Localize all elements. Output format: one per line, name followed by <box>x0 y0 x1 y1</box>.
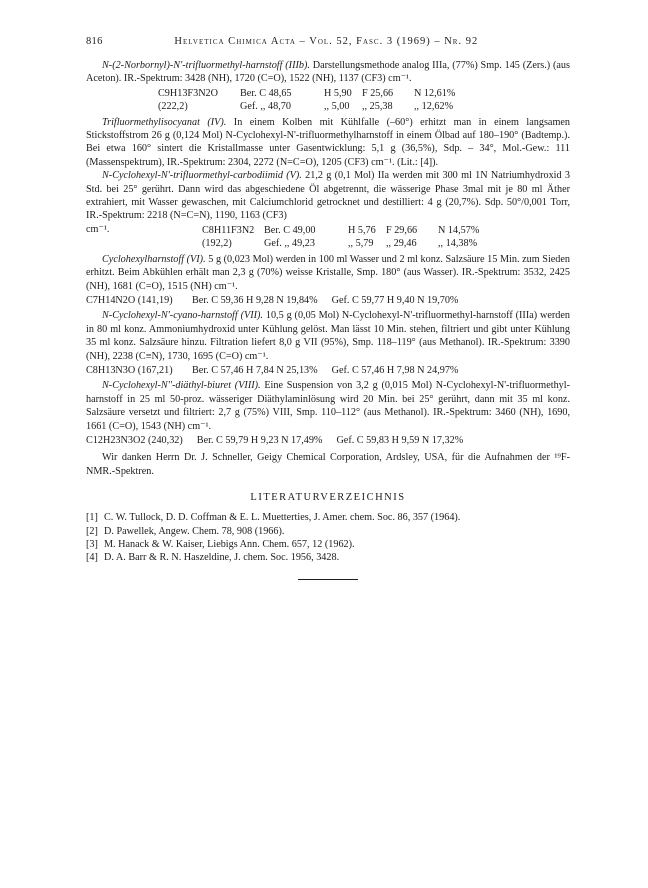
reference-number: [4] <box>86 552 98 564</box>
unit-text: cm⁻¹. <box>86 223 110 235</box>
elemental-analysis <box>86 434 570 447</box>
reference-text: D. Pawellek, Angew. Chem. 78, 908 (1966). <box>104 525 285 537</box>
compound-title: Trifluormethylisocyanat (IV). <box>102 116 227 128</box>
paragraph-text: Darstellungsmethode analog IIIa, (77%) Smp. 145 (Zers.) (aus Aceton). IR.-Spektrum: 3428 (NH), 1720 (C=O), 1522 (NH), 1137 (CF3) cm⁻¹. <box>86 60 570 85</box>
gef-f: ,, 29,46 <box>386 238 417 250</box>
gef-values: Gef. C 59,83 H 9,59 N 17,32% <box>336 434 464 446</box>
running-header <box>86 36 570 47</box>
ber-values: Ber. C 59,79 H 9,23 N 17,49% <box>196 434 323 446</box>
elemental-analysis <box>158 87 570 114</box>
ber-n: N 14,57% <box>438 224 480 236</box>
acknowledgement: Wir danken Herrn Dr. J. Schneller, Geigy Chemical Corporation, Ardsley, USA, für die Aufnahmen der ¹⁹F-NMR.-Spektren. <box>86 452 570 477</box>
ber-f: F 29,66 <box>386 224 418 236</box>
gef-n: ,, 14,38% <box>438 238 478 250</box>
gef-f: ,, 25,38 <box>362 101 393 113</box>
reference-number: [2] <box>86 525 98 537</box>
paragraph-iiib <box>86 59 570 86</box>
formula: C7H14N2O (141,19) <box>86 294 173 306</box>
reference-item <box>86 538 570 551</box>
gef-values: Gef. C 57,46 H 7,98 N 24,97% <box>331 364 459 376</box>
paragraph-text: 10,5 g (0,05 Mol) N-Cyclohexyl-N'-trifluormethyl-harnstoff (IIIa) werden in 80 ml konz. Ammoniumhydroxid unter Kühlung gelöst. Man lässt 10 Min. stehen, filtriert und gibt unter Kühlung 35 ml konz. Salzsäure hinzu. Filtration liefert 8,0 g VII (95%), Smp. 118–119° (aus Methanol). IR.-Spektrum: 3390 (NH), 2238 (C≡N), 1730, 1695 (C=O) cm⁻¹. <box>86 310 570 362</box>
reference-item <box>86 511 570 524</box>
compound-title: N-Cyclohexyl-N'-trifluormethyl-carbodiimid (V). <box>102 170 302 182</box>
ber-c: Ber. C 49,00 <box>264 224 316 236</box>
reference-text: C. W. Tullock, D. D. Coffman & E. L. Muetterties, J. Amer. chem. Soc. 86, 357 (1964). <box>104 512 461 524</box>
paragraph-text: Eine Suspension von 3,2 g (0,015 Mol) N-Cyclohexyl-N'-trifluormethyl-harnstoff in 25 ml 50-proz. wässeriger Diäthylaminlösung wird 20 Min. bei 25° gerührt, dann mit 35 ml konz. Salzsäure versetzt und filtriert: 2,7 g (75%) VIII, Smp. 110–112° (aus Methanol). IR.-Spektrum: 3460 (NH), 1690, 1661 (C=O), 1543 (NH) cm⁻¹. <box>86 380 570 432</box>
end-rule <box>298 579 358 580</box>
gef-h: ,, 5,79 <box>348 238 374 250</box>
references-list <box>86 511 570 565</box>
gef-n: ,, 12,62% <box>414 101 454 113</box>
ber-values: Ber. C 57,46 H 7,84 N 25,13% <box>192 364 318 376</box>
reference-number: [3] <box>86 539 98 550</box>
compound-title: N-Cyclohexyl-N''-diäthyl-biuret (VIII). <box>102 380 261 392</box>
references-heading: LITERATURVERZEICHNIS <box>250 492 406 504</box>
ber-h: H 5,90 <box>324 87 352 99</box>
ber-h: H 5,76 <box>348 224 376 236</box>
ber-c: Ber. C 48,65 <box>240 87 292 99</box>
ber-n: N 12,61% <box>414 87 456 99</box>
molweight: (192,2) <box>202 238 232 250</box>
compound-title: Cyclohexylharnstoff (VI). <box>102 253 206 265</box>
gef-c: Gef. ,, 49,23 <box>264 238 315 250</box>
compound-title: N-Cyclohexyl-N'-cyano-harnstoff (VII). <box>102 310 263 322</box>
reference-item <box>86 551 570 564</box>
gef-c: Gef. ,, 48,70 <box>240 101 291 113</box>
formula: C8H11F3N2 <box>202 224 255 236</box>
reference-number: [1] <box>86 512 98 524</box>
gef-h: ,, 5,00 <box>324 101 350 113</box>
document-page <box>86 36 570 580</box>
paragraph-text: In einem Kolben mit Kühlfalle (–60°) erhitzt man in einem langsamen Stickstoffstrom 26 g (0,124 Mol) N-Cyclohexyl-N'-trifluormethylharnstoff in einem Ölbad auf 180–190° (Badtemp.). Bei etwa 160° sintert die Kristallmasse unter Gasentwicklung: 5,1 g (36,5%), Sdp. – 34°, Mol.-Gew.: 111 (Massenspektrum), IR.-Spektrum: 2304, 2272 (N=C=O), 1205 (CF3) cm⁻¹. (Lit.: [4]). <box>86 116 570 168</box>
elemental-analysis <box>86 364 570 377</box>
paragraph-vi <box>86 253 570 293</box>
ber-values: Ber. C 59,36 H 9,28 N 19,84% <box>192 294 318 306</box>
paragraph-text: 5 g (0,023 Mol) werden in 100 ml Wasser und 2 ml konz. Salzsäure 15 Min. zum Sieden erhitzt. Beim Abkühlen erhält man 2,3 g (70%) weisse Kristalle, Smp. 180° (aus Wasser). IR.-Spektrum: 3532, 2425 (NH), 1681 (C=O), 1515 (NH) cm⁻¹. <box>86 253 571 292</box>
paragraph-iv <box>86 116 570 170</box>
paragraph-viii <box>86 379 570 433</box>
paragraph-v <box>86 169 570 223</box>
molweight: (222,2) <box>158 101 188 113</box>
reference-item <box>86 525 570 538</box>
paragraph-vii <box>86 309 570 363</box>
formula: C12H23N3O2 (240,32) <box>86 434 183 446</box>
formula: C9H13F3N2O <box>158 87 219 99</box>
journal-citation: Helvetica Chimica Acta – Vol. 52, Fasc. 3 (1969) – Nr. 92 <box>174 36 479 47</box>
reference-text: M. Hanack & W. Kaiser, Liebigs Ann. Chem. 657, 12 (1962). <box>104 539 355 550</box>
ber-f: F 25,66 <box>362 87 394 99</box>
elemental-analysis <box>86 294 570 307</box>
reference-text: D. A. Barr & R. N. Haszeldine, J. chem. Soc. 1956, 3428. <box>104 552 340 564</box>
elemental-analysis <box>86 223 570 253</box>
paragraph-text: 21,2 g (0,1 Mol) IIa werden mit 300 ml 1N Natriumhydroxid 3 Std. bei 25° gerührt. Dann wird das abgeschiedene Öl abgetrennt, die wässerige Phase 3mal mit je 80 ml Äther extrahiert, mit Wasser gewaschen, mit Calciumchlorid getrocknet und destilliert: 4 g (20,7%). Sdp. 50°/0,001 Torr, IR.-Spektrum: 2218 (N=C=N), 1190, 1163 (CF3) <box>86 170 570 222</box>
gef-values: Gef. C 59,77 H 9,40 N 19,70% <box>331 294 459 306</box>
page-number: 816 <box>86 36 103 47</box>
formula: C8H13N3O (167,21) <box>86 364 173 376</box>
compound-title: N-(2-Norbornyl)-N'-trifluormethyl-harnstoff (IIIb). <box>102 60 310 71</box>
